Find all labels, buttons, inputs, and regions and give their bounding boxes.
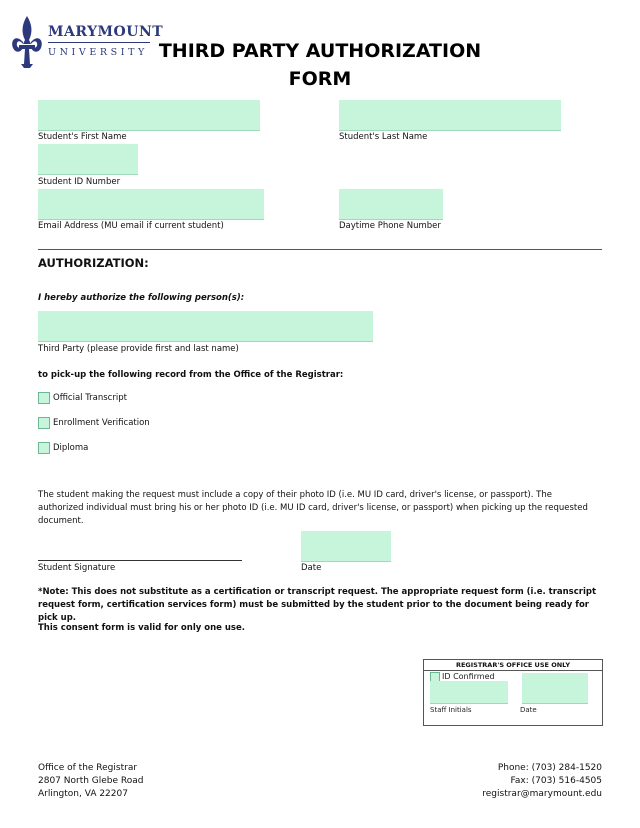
id-confirmed-label: ID Confirmed bbox=[442, 672, 495, 681]
enrollment-verification-checkbox[interactable] bbox=[38, 417, 50, 429]
university-logo bbox=[10, 14, 164, 72]
staff-initials-field[interactable] bbox=[430, 681, 508, 704]
pickup-text: to pick-up the following record from the Office of the Registrar: bbox=[38, 370, 344, 380]
phone-field[interactable] bbox=[339, 189, 443, 220]
first-name-field[interactable] bbox=[38, 100, 260, 131]
enrollment-verification-label: Enrollment Verification bbox=[53, 418, 150, 428]
diploma-label: Diploma bbox=[53, 443, 89, 453]
student-id-label: Student ID Number bbox=[38, 177, 121, 187]
footer-email[interactable]: registrar@marymount.edu bbox=[482, 789, 602, 799]
official-transcript-checkbox[interactable] bbox=[38, 392, 50, 404]
logo-rule bbox=[48, 42, 150, 43]
logo-wordmark: MARYMOUNT bbox=[48, 24, 164, 40]
diploma-checkbox[interactable] bbox=[38, 442, 50, 454]
footer-street: 2807 North Glebe Road bbox=[38, 776, 144, 786]
fleur-de-lis-icon bbox=[10, 14, 44, 70]
signature-label: Student Signature bbox=[38, 563, 116, 573]
email-field[interactable] bbox=[38, 189, 264, 220]
footer-phone: Phone: (703) 284-1520 bbox=[497, 763, 602, 773]
office-use-title: REGISTRAR'S OFFICE USE ONLY bbox=[424, 660, 602, 671]
authorize-text: I hereby authorize the following person(s): bbox=[38, 293, 245, 303]
page-title-line1: THIRD PARTY AUTHORIZATION bbox=[158, 40, 482, 62]
staff-initials-label: Staff Initials bbox=[430, 706, 472, 714]
signature-line[interactable] bbox=[38, 560, 242, 561]
photo-id-text: The student making the request must include a copy of their photo ID (i.e. MU ID card, driver's license, or passport). The authorized individual must bring his or her photo ID (i.e. MU ID card, driver's license, or passport) when picking up the requested document. bbox=[38, 490, 588, 526]
logo-subtitle: UNIVERSITY bbox=[48, 47, 148, 58]
footer-fax: Fax: (703) 516-4505 bbox=[510, 776, 602, 786]
third-party-label: Third Party (please provide first and last name) bbox=[38, 344, 239, 354]
email-label: Email Address (MU email if current student) bbox=[38, 221, 224, 231]
signature-date-field[interactable] bbox=[301, 531, 391, 562]
footer-office: Office of the Registrar bbox=[38, 763, 138, 773]
phone-label: Daytime Phone Number bbox=[339, 221, 441, 231]
signature-date-label: Date bbox=[301, 563, 322, 573]
section-divider bbox=[38, 249, 602, 250]
official-transcript-label: Official Transcript bbox=[53, 393, 127, 403]
footer-city: Arlington, VA 22207 bbox=[38, 789, 128, 799]
consent-text: This consent form is valid for only one use. bbox=[38, 623, 245, 633]
third-party-field[interactable] bbox=[38, 311, 373, 342]
last-name-field[interactable] bbox=[339, 100, 561, 131]
office-date-field[interactable] bbox=[522, 673, 588, 704]
student-id-field[interactable] bbox=[38, 144, 138, 175]
first-name-label: Student's First Name bbox=[38, 132, 127, 142]
office-use-box bbox=[423, 659, 603, 726]
last-name-label: Student's Last Name bbox=[339, 132, 428, 142]
authorization-heading: AUTHORIZATION: bbox=[38, 256, 149, 270]
office-date-label: Date bbox=[520, 706, 537, 714]
note-text: *Note: This does not substitute as a certification or transcript request. The appropriate request form (i.e. transcript request form, certification services form) must be submitted by the student prior to the document being ready for pick up. bbox=[38, 587, 597, 623]
page-title-line2: FORM bbox=[288, 68, 352, 90]
